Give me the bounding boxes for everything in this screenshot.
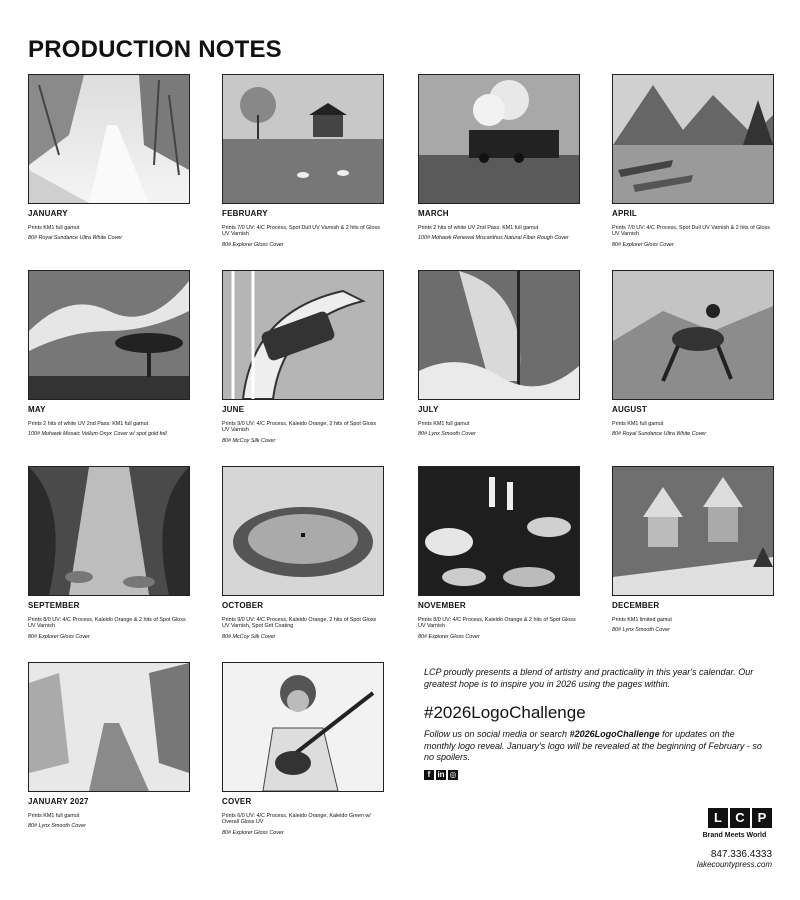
logo-letter: P [752,808,772,828]
social-icons [424,770,764,780]
intro-text: LCP proudly presents a blend of artistry and practicality in this year's calendar. Our greatest hope is to inspire you in 2026 using the pages within. [424,667,754,689]
follow-text [424,729,764,764]
month-name: DECEMBER [612,601,660,610]
paper-stock: 80# Royal Sundance Ultra White Cover [612,431,707,438]
month-name: JULY [418,405,439,414]
paper-stock: 100# Mohawk Renewal Miscanthus Natural Fiber Rough Cover [418,235,569,242]
phone-number: 847.336.4333 [710,849,772,860]
logo-letter: L [708,808,728,828]
print-spec: Prints KM1 full gamut [418,421,470,427]
brand-tagline: Brand Meets World [702,832,767,839]
instagram-icon[interactable]: ◎ [449,769,457,779]
month-card-may [28,270,190,438]
photo-crater-lake [222,466,384,596]
photo-dessert-table [418,466,580,596]
month-name: APRIL [612,209,637,218]
paper-stock: 80# Lynx Smooth Cover [28,823,86,830]
paper-stock: 100# Mohawk Mosaic Vellum Onyx Cover w/ spot gold foil [28,431,167,438]
month-name: JANUARY [28,209,68,218]
photo-steam-train-bridge [418,74,580,204]
paper-stock: 80# Royal Sundance Ultra White Cover [28,235,123,242]
month-name: OCTOBER [222,601,264,610]
print-spec: Prints 9/0 UV: 4/C Process, Kaleido Orange, 2 hits of Spot Gloss UV Varnish [222,421,377,434]
month-name: JANUARY 2027 [28,797,89,806]
follow-prefix: Follow us on social media or search [424,729,570,739]
month-name: NOVEMBER [418,601,466,610]
paper-stock: 80# Lynx Smooth Cover [418,431,476,438]
photo-sailboat-waves [418,270,580,400]
month-card-august [612,270,774,438]
photo-roller-coaster [222,270,384,400]
month-card-january-2027 [28,662,190,830]
month-name: MARCH [418,209,449,218]
month-card-april [612,74,774,248]
photo-horse-rider [612,270,774,400]
month-card-november [418,466,580,640]
photo-christmas-village [612,466,774,596]
follow-hashtag: #2026LogoChallenge [569,729,660,739]
print-spec: Prints KM1 full gamut [28,225,80,231]
paper-stock: 80# Explorer Gloss Cover [222,241,284,248]
print-spec: Prints 7/0 UV: 4/C Process, Spot Dull UV Varnish & 2 hits of Gloss UV Varnish [222,225,380,238]
logo-letter: C [730,808,750,828]
print-spec: Prints 8/0 UV: 4/C Process, Kaleido Orange & 2 hits of Spot Gloss UV Varnish [28,617,186,630]
photo-guitarist [222,662,384,792]
linkedin-icon[interactable]: in [437,769,445,779]
month-card-march [418,74,580,242]
print-spec: Prints 2 hits of white UV 2nd Pass: KM1 full gamut [418,225,539,231]
paper-stock: 80# McCoy Silk Cover [222,437,276,444]
website-link[interactable]: lakecountypress.com [696,860,772,869]
brand-block [697,808,772,869]
month-card-june [222,270,384,444]
photo-snowy-street [28,662,190,792]
photo-forest-stream [28,466,190,596]
print-spec: Prints 8/0 UV: 4/C Process, Kaleido Orange & 2 hits of Spot Gloss UV Varnish [418,617,576,630]
month-name: FEBRUARY [222,209,268,218]
month-card-cover [222,662,384,836]
month-name: COVER [222,797,252,806]
print-spec: Prints KM1 full gamut [28,813,80,819]
print-spec: Prints 2 hits of white UV 2nd Pass: KM1 full gamut [28,421,149,427]
paper-stock: 80# Lynx Smooth Cover [612,627,670,634]
month-card-october [222,466,384,640]
paper-stock: 80# Explorer Gloss Cover [222,829,284,836]
print-spec: Prints KM1 full gamut [612,421,664,427]
print-spec: Prints KM1 limited gamut [612,617,672,623]
print-spec: Prints 7/0 UV: 4/C Process, Spot Dull UV Varnish & 2 hits of Gloss UV Varnish [612,225,770,238]
month-card-september [28,466,190,640]
hashtag-heading: #2026LogoChallenge [424,703,586,722]
month-name: SEPTEMBER [28,601,80,610]
page-title: PRODUCTION NOTES [28,36,282,63]
lcp-logo [697,808,772,828]
paper-stock: 80# McCoy Silk Cover [222,633,276,640]
photo-savanna-tree-sky [28,270,190,400]
month-card-july [418,270,580,438]
facebook-icon[interactable]: f [424,770,434,780]
month-name: MAY [28,405,46,414]
print-spec: Prints 6/0 UV: 4/C Process, Kaleido Orange, Kaleido Green w/ Overall Gloss UV [222,813,371,826]
paper-stock: 80# Explorer Gloss Cover [612,241,674,248]
month-card-december [612,466,774,634]
photo-mountain-lake-canoes [612,74,774,204]
follow-suffix: for updates on the monthly logo reveal. January's logo will be revealed at the beginning of February - so no spoilers. [424,729,762,762]
info-block [424,666,764,780]
month-card-february [222,74,384,248]
paper-stock: 80# Explorer Gloss Cover [28,633,90,640]
paper-stock: 80# Explorer Gloss Cover [418,633,480,640]
month-name: AUGUST [612,405,647,414]
month-card-january [28,74,190,242]
photo-lake-house-swans [222,74,384,204]
print-spec: Prints 9/0 UV: 4/C Process, Kaleido Orange, 2 hits of Spot Gloss UV Varnish, Spot Grit Coating [222,617,377,630]
photo-snowy-forest-path [28,74,190,204]
month-name: JUNE [222,405,245,414]
